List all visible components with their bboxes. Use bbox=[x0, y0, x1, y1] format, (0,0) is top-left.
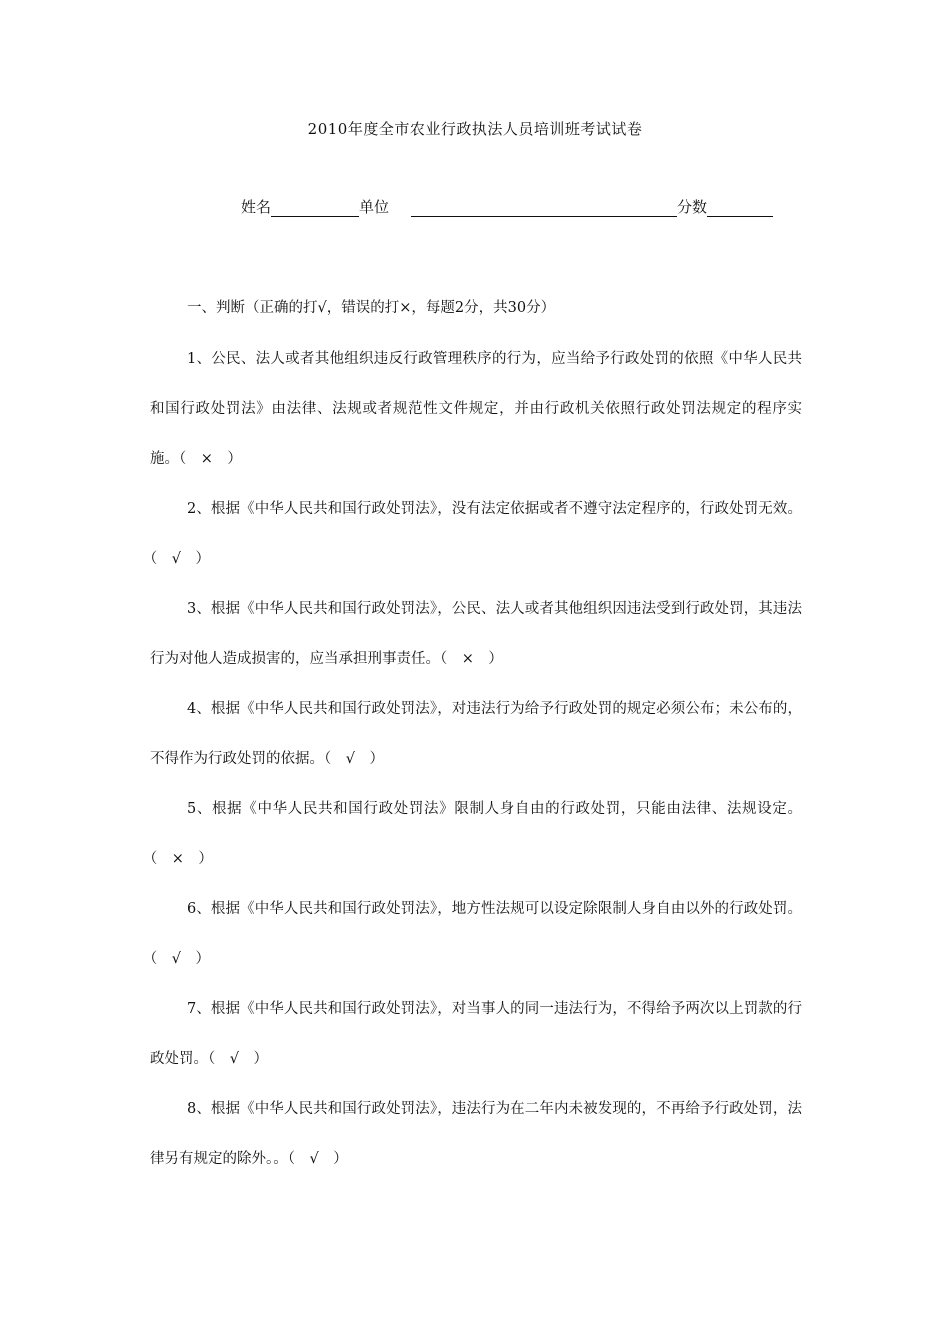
question-list bbox=[150, 334, 802, 1184]
question-8 bbox=[150, 1084, 802, 1184]
question-5 bbox=[150, 784, 802, 884]
question-1 bbox=[150, 334, 802, 484]
question-text: 7、根据《中华人民共和国行政处罚法》，对当事人的同一违法行为，不得给予两次以上罚款的行政处罚。 bbox=[150, 1001, 802, 1067]
question-answer: （ √ ） bbox=[287, 1151, 348, 1167]
score-blank bbox=[707, 200, 773, 217]
question-text: 6、根据《中华人民共和国行政处罚法》，地方性法规可以设定除限制人身自由以外的行政处罚。 bbox=[187, 901, 802, 917]
question-7 bbox=[150, 984, 802, 1084]
question-text: 2、根据《中华人民共和国行政处罚法》，没有法定依据或者不遵守法定程序的，行政处罚无效。 bbox=[187, 501, 802, 517]
name-label: 姓名 bbox=[241, 198, 272, 216]
question-answer: （ × ） bbox=[150, 851, 213, 867]
question-text: 3、根据《中华人民共和国行政处罚法》，公民、法人或者其他组织因违法受到行政处罚，其违法行为对他人造成损害的，应当承担刑事责任。 bbox=[150, 601, 802, 667]
question-text: 4、根据《中华人民共和国行政处罚法》，对违法行为给予行政处罚的规定必须公布；未公布的，不得作为行政处罚的依据。 bbox=[150, 701, 802, 767]
question-answer: （ √ ） bbox=[150, 551, 210, 567]
score-label: 分数 bbox=[677, 198, 708, 216]
question-answer: （ × ） bbox=[440, 651, 503, 667]
question-answer: （ √ ） bbox=[208, 1051, 268, 1067]
question-text: 1、公民、法人或者其他组织违反行政管理秩序的行为，应当给予行政处罚的依照《中华人民共和国行政处罚法》由法律、法规或者规范性文件规定，并由行政机关依照行政处罚法规定的程序实施。 bbox=[150, 351, 802, 467]
section-heading: 一、判断（正确的打√，错误的打×，每题2分，共30分） bbox=[187, 300, 556, 316]
question-answer: （ √ ） bbox=[150, 951, 210, 967]
question-2 bbox=[150, 484, 802, 584]
question-answer: （ √ ） bbox=[324, 751, 384, 767]
question-6 bbox=[150, 884, 802, 984]
unit-blank bbox=[411, 200, 677, 217]
question-4 bbox=[150, 684, 802, 784]
question-3 bbox=[150, 584, 802, 684]
name-blank bbox=[271, 200, 359, 217]
unit-label: 单位 bbox=[359, 198, 390, 216]
student-info-row bbox=[241, 196, 773, 217]
question-text: 8、根据《中华人民共和国行政处罚法》，违法行为在二年内未被发现的，不再给予行政处罚，法律另有规定的除外。。 bbox=[150, 1101, 802, 1167]
question-text: 5、根据《中华人民共和国行政处罚法》限制人身自由的行政处罚，只能由法律、法规设定。 bbox=[187, 801, 802, 817]
exam-title: 2010年度全市农业行政执法人员培训班考试试卷 bbox=[307, 120, 643, 138]
question-answer: （ × ） bbox=[179, 451, 242, 467]
